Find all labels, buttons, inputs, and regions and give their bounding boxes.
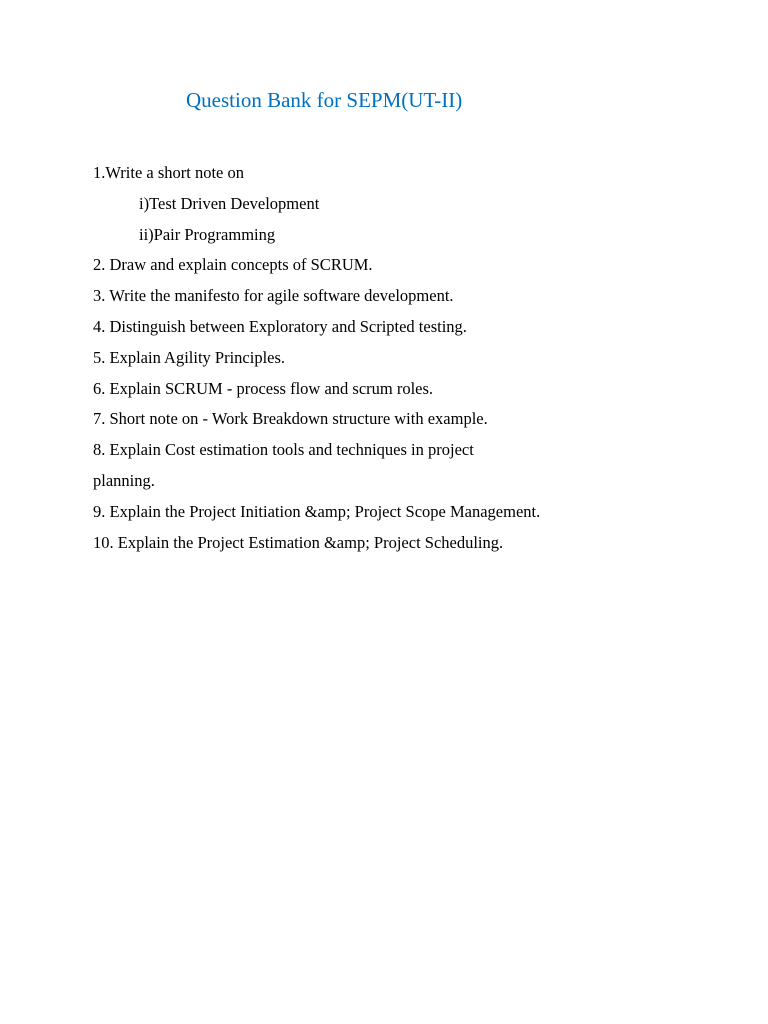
question-10: 10. Explain the Project Estimation &amp; Project Scheduling. (93, 532, 504, 552)
question-9: 9. Explain the Project Initiation &amp; Project Scope Management. (93, 501, 541, 521)
question-3: 3. Write the manifesto for agile software development. (93, 286, 454, 306)
question-7: 7. Short note on - Work Breakdown structure with example. (93, 409, 488, 429)
question-5: 5. Explain Agility Principles. (93, 347, 286, 367)
question-list (93, 158, 693, 558)
question-4: 4. Distinguish between Exploratory and Scripted testing. (93, 316, 467, 336)
question-2: 2. Draw and explain concepts of SCRUM. (93, 255, 373, 275)
question-1-subitem-i: i)Test Driven Development (139, 193, 320, 213)
question-8: 8. Explain Cost estimation tools and techniques in project (93, 440, 474, 460)
question-8-continuation: planning. (93, 470, 155, 490)
question-1-subitem-ii: ii)Pair Programming (139, 224, 276, 244)
question-1: 1.Write a short note on (93, 163, 245, 182)
question-6: 6. Explain SCRUM - process flow and scrum roles. (93, 378, 434, 398)
page-title: Question Bank for SEPM(UT-II) (186, 88, 463, 112)
